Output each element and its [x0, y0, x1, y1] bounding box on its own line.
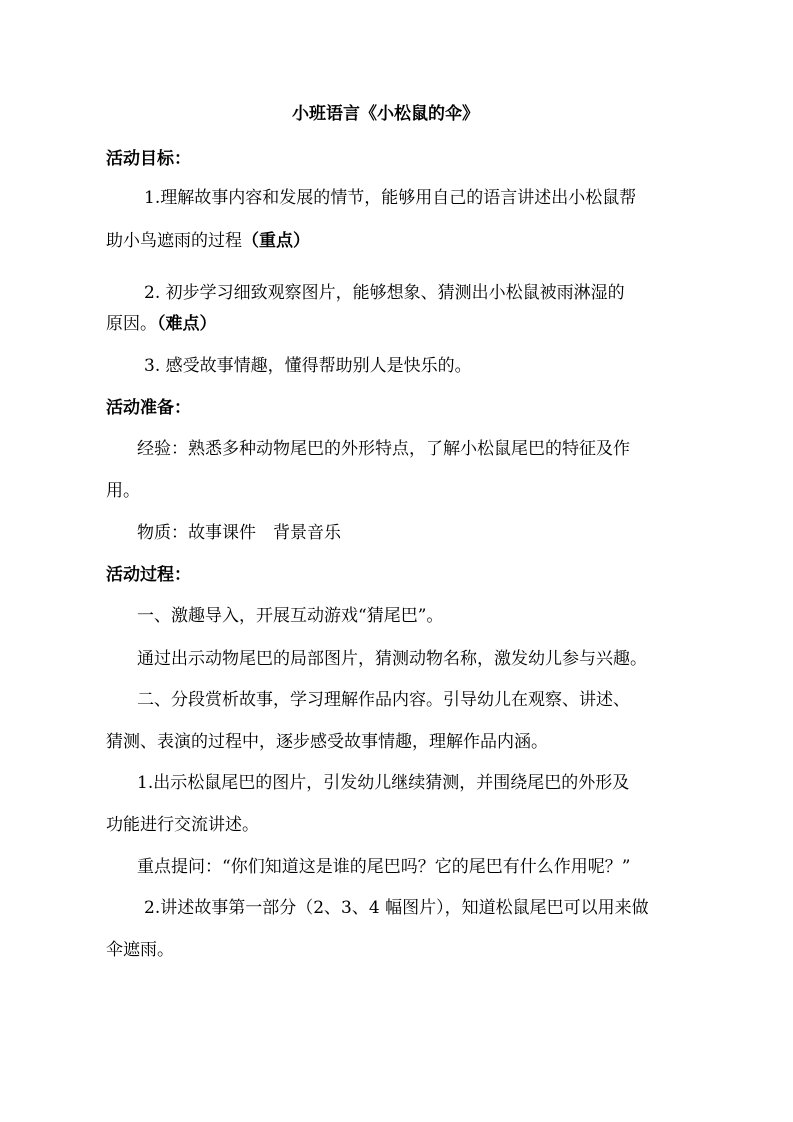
goal-2-line-2	[106, 313, 217, 335]
goal-1-line-2	[106, 230, 310, 252]
goal-1-line-1: 1.理解故事内容和发展的情节，能够用自己的语言讲述出小松鼠帮	[144, 188, 637, 208]
goal-1-text: 助小鸟遮雨的过程	[106, 231, 242, 251]
key-question: 重点提问：“你们知道这是谁的尾巴吗？它的尾巴有什么作用呢？”	[137, 857, 631, 877]
process-sub-1-line-1: 1.出示松鼠尾巴的图片，引发幼儿继续猜测，并围绕尾巴的外形及	[137, 773, 630, 793]
goal-3: 3. 感受故事情趣，懂得帮助别人是快乐的。	[144, 356, 472, 376]
process-step-1-detail: 通过出示动物尾巴的局部图片，猜测动物名称，激发幼儿参与兴趣。	[137, 649, 647, 669]
materials: 物质：故事课件 背景音乐	[137, 523, 341, 543]
process-heading: 活动过程：	[106, 565, 191, 585]
experience-line-2: 用。	[106, 481, 140, 501]
process-sub-2-line-2: 伞遮雨。	[106, 940, 174, 960]
goal-2-line-1: 2. 初步学习细致观察图片，能够想象、猜测出小松鼠被雨淋湿的	[144, 283, 625, 303]
key-point-tag: （重点）	[242, 231, 310, 251]
process-sub-2-line-1: 2.讲述故事第一部分（2、3、4 幅图片），知道松鼠尾巴可以用来做	[144, 898, 649, 918]
preparation-heading: 活动准备：	[106, 398, 191, 418]
process-step-2-line-1: 二、分段赏析故事，学习理解作品内容。引导幼儿在观察、讲述、	[137, 690, 630, 710]
process-step-2-line-2: 猜测、表演的过程中，逐步感受故事情趣，理解作品内涵。	[106, 732, 548, 752]
document-title: 小班语言《小松鼠的伞》	[292, 104, 479, 124]
goal-2-text: 原因。	[106, 314, 157, 334]
process-step-1: 一、激趣导入，开展互动游戏“猜尾巴”。	[137, 606, 444, 626]
process-sub-1-line-2: 功能进行交流讲述。	[106, 815, 259, 835]
goals-heading: 活动目标：	[106, 149, 191, 169]
experience-line-1: 经验：熟悉多种动物尾巴的外形特点，了解小松鼠尾巴的特征及作	[137, 439, 630, 459]
difficult-point-tag: （难点）	[157, 314, 217, 334]
